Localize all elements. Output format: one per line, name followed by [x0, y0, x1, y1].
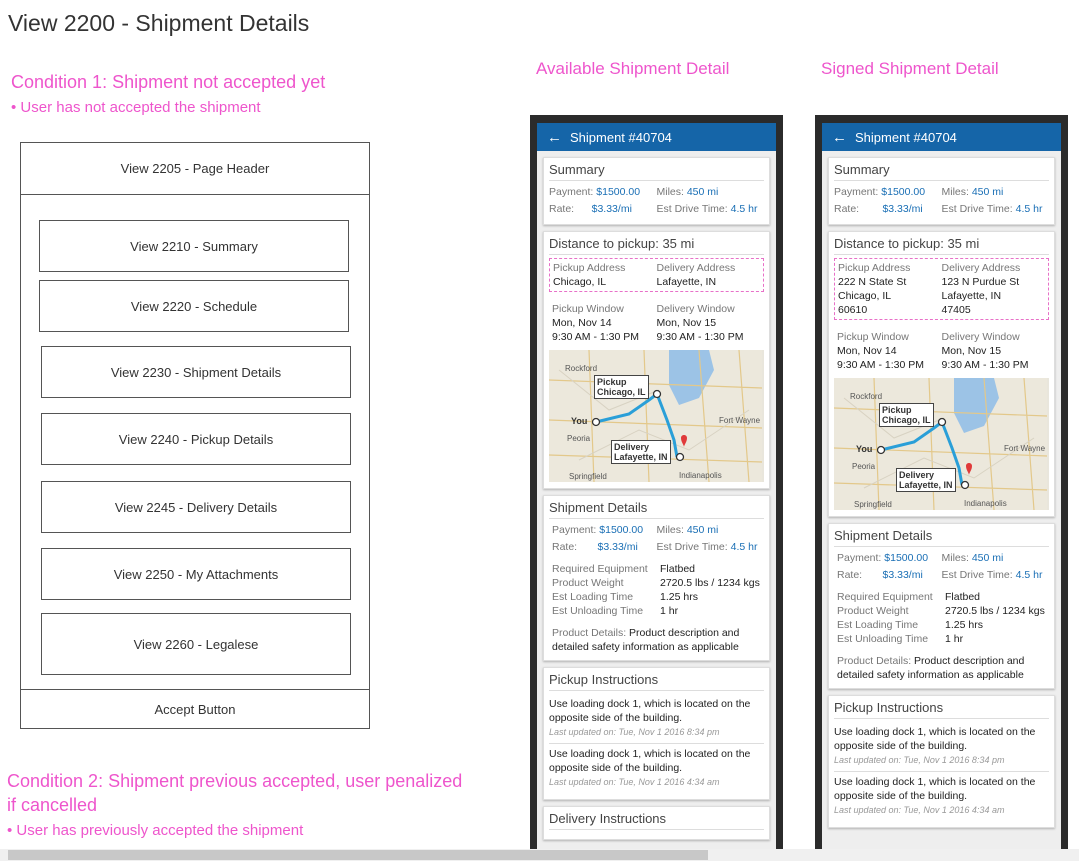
instruction-text: Use loading dock 1, which is located on the opposite side of the building.: [834, 726, 1036, 752]
miles-value: 450 mi: [686, 186, 719, 198]
spec-label: Product Weight: [837, 605, 909, 617]
map-pickup-city: Chicago, IL: [597, 387, 646, 397]
summary-title: Summary: [549, 162, 764, 181]
available-phone-screen: [537, 123, 776, 855]
delivery-address-label: Delivery Address: [656, 262, 736, 274]
instruction-timestamp: Last updated on: Tue, Nov 1 2016 4:34 am: [834, 805, 1005, 815]
distance-title: Distance to pickup: 35 mi: [834, 236, 1049, 255]
map-you-label: You: [571, 416, 588, 426]
map-city-indianapolis: Indianapolis: [964, 499, 1007, 508]
delivery-instructions-title: Delivery Instructions: [549, 811, 764, 830]
delivery-window-time: 9:30 AM - 1:30 PM: [656, 331, 744, 343]
wireframe-pickup-details: View 2240 - Pickup Details: [41, 413, 351, 465]
miles-label: Miles:: [656, 186, 684, 198]
instruction-text: Use loading dock 1, which is located on the opposite side of the building.: [834, 776, 1036, 802]
spec-value: 1 hr: [660, 605, 679, 617]
instruction-text: Use loading dock 1, which is located on the opposite side of the building.: [549, 748, 751, 774]
available-app-bar: [537, 123, 776, 151]
product-details-text: Product description and detailed safety information as applicable: [837, 655, 1025, 681]
rate-label: Rate:: [837, 569, 863, 581]
drive-time-label: Est Drive Time:: [656, 203, 728, 215]
pickup-instructions-title: Pickup Instructions: [549, 672, 764, 691]
product-details-label: Product Details:: [837, 655, 912, 667]
pickup-window-label: Pickup Window: [552, 303, 624, 315]
spec-label: Product Weight: [552, 577, 624, 589]
wireframe-schedule: View 2220 - Schedule: [39, 280, 349, 332]
pickup-window-date: Mon, Nov 14: [552, 317, 612, 329]
delivery-window-time: 9:30 AM - 1:30 PM: [941, 359, 1029, 371]
pickup-window-date: Mon, Nov 14: [837, 345, 897, 357]
delivery-address-line-2: Lafayette, IN: [941, 290, 1002, 302]
drive-time-value: 4.5 hr: [1015, 569, 1043, 581]
map-city-springfield: Springfield: [569, 472, 607, 481]
delivery-window-date: Mon, Nov 15: [941, 345, 1002, 357]
signed-pickup-instructions-card: [828, 695, 1055, 828]
wireframe-legalese: View 2260 - Legalese: [41, 613, 351, 675]
wireframe-layout: [20, 142, 370, 729]
page-title: View 2200 - Shipment Details: [8, 10, 310, 36]
signed-app-bar: [822, 123, 1061, 151]
wireframe-delivery-details: View 2245 - Delivery Details: [41, 481, 351, 533]
pickup-address-line: Chicago, IL: [553, 276, 607, 288]
pickup-instructions-title: Pickup Instructions: [834, 700, 1049, 719]
miles-value: 450 mi: [971, 552, 1004, 564]
instruction-timestamp: Last updated on: Tue, Nov 1 2016 4:34 am: [549, 777, 720, 787]
instruction-item: [834, 772, 1049, 821]
spec-value: 1.25 hrs: [660, 591, 698, 603]
wireframe-my-attachments: View 2250 - My Attachments: [41, 548, 351, 600]
map-city-rockford: Rockford: [565, 364, 598, 373]
spec-label: Est Loading Time: [837, 619, 919, 631]
map-you-label: You: [856, 444, 873, 454]
spec-label: Est Loading Time: [552, 591, 634, 603]
map-pickup-callout: [594, 375, 649, 399]
instruction-timestamp: Last updated on: Tue, Nov 1 2016 8:34 pm: [549, 727, 720, 737]
pickup-window-time: 9:30 AM - 1:30 PM: [837, 359, 924, 371]
delivery-window-label: Delivery Window: [656, 303, 735, 315]
miles-label: Miles:: [941, 552, 969, 564]
spec-label: Required Equipment: [837, 591, 933, 603]
available-shipment-details-card: [543, 495, 770, 661]
payment-label: Payment:: [834, 186, 879, 198]
map-city-fort-wayne: Fort Wayne: [1004, 444, 1046, 453]
shipment-details-title: Shipment Details: [834, 528, 1049, 547]
drive-time-label: Est Drive Time:: [941, 203, 1013, 215]
drive-time-label: Est Drive Time:: [941, 569, 1013, 581]
payment-label: Payment:: [837, 552, 882, 564]
summary-title: Summary: [834, 162, 1049, 181]
available-distance-card: [543, 231, 770, 489]
wireframe-shipment-details: View 2230 - Shipment Details: [41, 346, 351, 398]
map-pickup-city: Chicago, IL: [882, 415, 931, 425]
product-details: [552, 626, 761, 654]
product-details-label: Product Details:: [552, 627, 627, 639]
spec-value: Flatbed: [660, 563, 696, 575]
available-column-title: Available Shipment Detail: [536, 59, 730, 78]
map-pickup-callout: [879, 403, 934, 427]
signed-summary-card: [828, 157, 1055, 225]
horizontal-scrollbar-thumb[interactable]: [8, 850, 708, 860]
condition-2-title-line1: Condition 2: Shipment previous accepted, user penalized: [7, 771, 463, 791]
product-details-text: Product description and detailed safety information as applicable: [552, 627, 740, 653]
signed-phone-screen: [822, 123, 1061, 855]
miles-value: 450 mi: [971, 186, 1004, 198]
available-app-bar-title: Shipment #40704: [570, 129, 672, 145]
rate-label: Rate:: [552, 541, 578, 553]
map-delivery-callout: [896, 468, 956, 492]
back-arrow-icon[interactable]: ←: [832, 128, 847, 146]
map-delivery-city: Lafayette, IN: [614, 452, 668, 462]
distance-title: Distance to pickup: 35 mi: [549, 236, 764, 255]
map-delivery-label: Delivery: [899, 470, 935, 480]
instruction-item: [549, 694, 764, 744]
signed-app-bar-title: Shipment #40704: [855, 129, 957, 145]
rate-value: $3.33/mi: [591, 203, 632, 215]
available-pickup-instructions-card: [543, 667, 770, 800]
available-phone-mockup: [530, 115, 783, 855]
miles-label: Miles:: [656, 524, 684, 536]
spec-label: Required Equipment: [552, 563, 648, 575]
wireframe-accept-button: Accept Button: [21, 689, 369, 728]
pickup-address-line-1: 222 N State St: [838, 276, 907, 288]
rate-label: Rate:: [549, 203, 575, 215]
delivery-window-date: Mon, Nov 15: [656, 317, 717, 329]
back-arrow-icon[interactable]: ←: [547, 128, 562, 146]
condition-2-title-line2: if cancelled: [7, 795, 98, 815]
map-pickup-label: Pickup: [882, 405, 912, 415]
drive-time-value: 4.5 hr: [730, 541, 758, 553]
drive-time-value: 4.5 hr: [730, 203, 758, 215]
payment-value: $1500.00: [599, 524, 644, 536]
miles-label: Miles:: [941, 186, 969, 198]
spec-label: Est Unloading Time: [552, 605, 644, 617]
signed-column-title: Signed Shipment Detail: [821, 59, 999, 78]
spec-label: Est Unloading Time: [837, 633, 929, 645]
instruction-timestamp: Last updated on: Tue, Nov 1 2016 8:34 pm: [834, 755, 1005, 765]
map-pickup-label: Pickup: [597, 377, 627, 387]
condition-2-bullet: • User has previously accepted the shipment: [7, 822, 304, 839]
drive-time-value: 4.5 hr: [1015, 203, 1043, 215]
condition-1-title: Condition 1: Shipment not accepted yet: [11, 72, 326, 92]
shipment-details-title: Shipment Details: [549, 500, 764, 519]
spec-value: Flatbed: [945, 591, 981, 603]
pickup-address-label: Pickup Address: [838, 262, 911, 274]
wireframe-summary: View 2210 - Summary: [39, 220, 349, 272]
map-delivery-city: Lafayette, IN: [899, 480, 953, 490]
rate-value: $3.33/mi: [597, 541, 638, 553]
delivery-address-line: Lafayette, IN: [656, 276, 717, 288]
pickup-window-time: 9:30 AM - 1:30 PM: [552, 331, 639, 343]
rate-label: Rate:: [834, 203, 860, 215]
pickup-address-label: Pickup Address: [553, 262, 626, 274]
rate-value: $3.33/mi: [882, 569, 923, 581]
available-address-block: [549, 258, 764, 292]
delivery-window-label: Delivery Window: [941, 331, 1020, 343]
miles-value: 450 mi: [686, 524, 719, 536]
payment-label: Payment:: [549, 186, 594, 198]
delivery-address-line-3: 47405: [941, 304, 971, 316]
map-city-rockford: Rockford: [850, 392, 883, 401]
pickup-window-label: Pickup Window: [837, 331, 909, 343]
product-details: [837, 654, 1046, 682]
signed-address-block: [834, 258, 1049, 320]
map-city-indianapolis: Indianapolis: [679, 471, 722, 480]
spec-value: 2720.5 lbs / 1234 kgs: [660, 577, 760, 589]
signed-distance-card: [828, 231, 1055, 517]
map-city-springfield: Springfield: [854, 500, 892, 509]
pickup-address-line-2: Chicago, IL: [838, 290, 892, 302]
spec-value: 2720.5 lbs / 1234 kgs: [945, 605, 1045, 617]
available-route-map[interactable]: [549, 350, 764, 482]
map-delivery-label: Delivery: [614, 442, 650, 452]
map-city-peoria: Peoria: [567, 434, 591, 443]
wireframe-page-header: View 2205 - Page Header: [21, 143, 369, 195]
drive-time-label: Est Drive Time:: [656, 541, 728, 553]
instruction-item: [834, 722, 1049, 772]
delivery-address-label: Delivery Address: [941, 262, 1021, 274]
delivery-address-line-1: 123 N Purdue St: [941, 276, 1020, 288]
available-delivery-instructions-card: [543, 806, 770, 840]
spec-value: 1 hr: [945, 633, 964, 645]
signed-route-map[interactable]: [834, 378, 1049, 510]
available-summary-card: [543, 157, 770, 225]
payment-label: Payment:: [552, 524, 597, 536]
pickup-address-line-3: 60610: [838, 304, 868, 316]
rate-value: $3.33/mi: [882, 203, 923, 215]
payment-value: $1500.00: [596, 186, 641, 198]
condition-1-bullet: • User has not accepted the shipment: [11, 99, 261, 116]
map-delivery-callout: [611, 440, 671, 464]
signed-shipment-details-card: [828, 523, 1055, 689]
map-city-fort-wayne: Fort Wayne: [719, 416, 761, 425]
signed-phone-mockup: [815, 115, 1068, 855]
instruction-item: [549, 744, 764, 793]
payment-value: $1500.00: [881, 186, 926, 198]
payment-value: $1500.00: [884, 552, 929, 564]
spec-value: 1.25 hrs: [945, 619, 983, 631]
instruction-text: Use loading dock 1, which is located on the opposite side of the building.: [549, 698, 751, 724]
map-city-peoria: Peoria: [852, 462, 876, 471]
